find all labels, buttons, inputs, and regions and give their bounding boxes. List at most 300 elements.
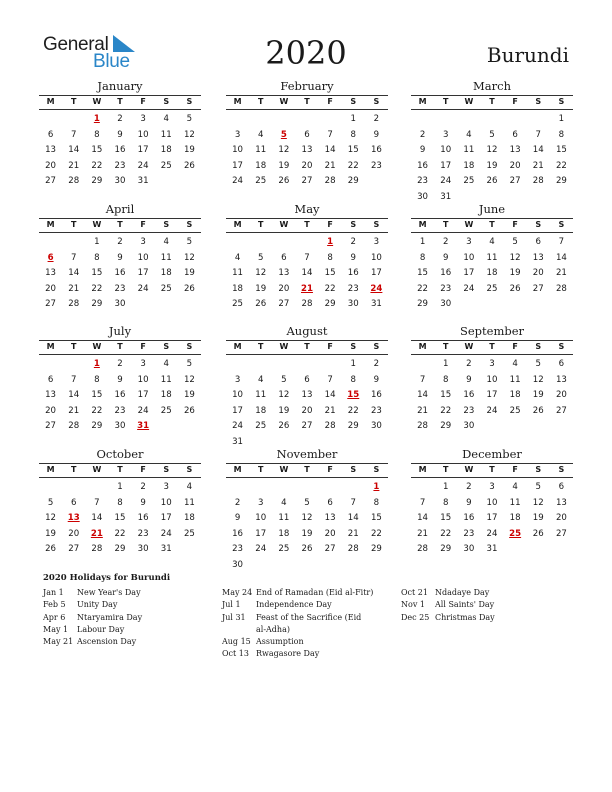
weekday-label: T (257, 220, 264, 229)
day: 9 (140, 497, 146, 508)
day: 8 (558, 129, 565, 140)
day: 1 (117, 482, 123, 492)
holiday-row (401, 599, 495, 611)
day: 27 (278, 299, 290, 309)
day: 10 (137, 129, 149, 140)
day: 2 (117, 114, 123, 124)
day: 23 (440, 283, 452, 294)
weekday-label: W (279, 465, 289, 474)
day: 18 (160, 145, 172, 155)
day: 12 (183, 374, 195, 385)
day: 27 (324, 544, 336, 554)
weekday-label: W (279, 97, 289, 106)
weekday-label: M (46, 465, 55, 474)
day: 31 (370, 299, 382, 309)
weekday-label: T (257, 97, 264, 106)
day: 21 (324, 160, 336, 171)
empty-cell (249, 236, 272, 252)
day: 28 (301, 299, 313, 309)
weekday-label: F (327, 97, 333, 106)
day: 27 (555, 528, 567, 539)
day: 18 (509, 390, 521, 400)
weekday-label: T (489, 220, 495, 229)
day: 25 (255, 421, 267, 431)
day: 13 (509, 145, 521, 155)
day: 13 (555, 497, 567, 508)
day: 3 (234, 129, 241, 140)
day: 8 (327, 252, 333, 263)
month-may (226, 202, 388, 314)
day: 11 (486, 252, 498, 263)
empty-cell (249, 358, 272, 374)
day: 3 (257, 497, 264, 508)
page-title-year: 2020 (265, 34, 347, 72)
day: 14 (417, 513, 429, 523)
day: 28 (324, 421, 336, 431)
day: 4 (466, 129, 472, 140)
holiday-name: Unity Day (77, 600, 118, 610)
weekday-label: F (512, 97, 518, 106)
day: 30 (463, 421, 475, 431)
empty-cell (62, 113, 85, 129)
day: 27 (301, 421, 313, 431)
holiday-row (222, 599, 373, 611)
day: 10 (160, 497, 172, 508)
day: 12 (532, 374, 544, 385)
day: 5 (281, 374, 287, 385)
day: 30 (114, 176, 126, 186)
holiday-day: 13 (67, 513, 80, 523)
weekday-label: T (304, 342, 310, 351)
day: 14 (347, 513, 359, 523)
month-october (39, 447, 201, 559)
day: 19 (278, 160, 290, 171)
empty-cell (295, 236, 318, 252)
day: 3 (489, 359, 495, 369)
day: 20 (301, 405, 313, 416)
logo-blue-text: Blue (93, 51, 130, 72)
empty-cell (226, 113, 249, 129)
day: 9 (234, 513, 241, 523)
day: 17 (486, 513, 498, 523)
day: 21 (68, 405, 80, 416)
day: 30 (114, 421, 126, 431)
holiday-name: Feast of the Sacrifice (Eid al-Adha) (256, 612, 362, 634)
day: 27 (45, 176, 57, 186)
weekday-label: S (535, 465, 542, 474)
weekday-label: S (373, 342, 380, 351)
month-title: January (97, 79, 143, 93)
weekday-label: S (535, 342, 542, 351)
day: 24 (232, 176, 244, 186)
day: 8 (94, 129, 100, 140)
day: 25 (486, 283, 498, 294)
day: 24 (160, 528, 172, 539)
day: 17 (137, 390, 149, 400)
day: 6 (304, 374, 310, 385)
day: 23 (114, 405, 126, 416)
holiday-row (43, 587, 142, 599)
weekday-label: F (140, 465, 146, 474)
weekday-label: M (233, 342, 242, 351)
day: 17 (137, 145, 149, 155)
holiday-date: Nov 1 (401, 600, 425, 610)
day: 11 (278, 513, 290, 523)
day-grid (39, 233, 201, 314)
day: 23 (114, 160, 126, 171)
day-grid (226, 355, 388, 451)
day: 10 (440, 145, 452, 155)
weekday-header (226, 95, 388, 110)
day: 12 (183, 252, 195, 263)
holiday-day: 24 (370, 283, 383, 294)
day: 24 (137, 405, 149, 416)
day: 7 (94, 497, 100, 508)
holiday-name: Labour Day (77, 624, 125, 634)
day: 9 (373, 129, 380, 140)
weekday-label: W (464, 342, 474, 351)
day: 2 (466, 482, 472, 492)
weekday-label: T (70, 97, 77, 106)
day: 15 (91, 268, 103, 278)
empty-cell (411, 481, 434, 497)
day: 5 (512, 237, 518, 247)
day: 7 (70, 374, 77, 385)
day: 24 (486, 528, 498, 539)
day: 23 (463, 528, 475, 539)
empty-cell (295, 358, 318, 374)
day: 9 (117, 374, 123, 385)
day: 7 (304, 252, 310, 263)
day: 17 (232, 405, 244, 416)
weekday-label: S (535, 220, 542, 229)
holiday-name: New Year's Day (77, 588, 141, 597)
holiday-date: May 21 (43, 637, 74, 647)
weekday-label: F (512, 342, 518, 351)
day: 22 (114, 528, 126, 539)
weekday-header (226, 463, 388, 478)
weekday-label: W (92, 465, 102, 474)
day: 14 (555, 252, 567, 263)
day: 7 (558, 237, 565, 247)
day: 10 (486, 374, 498, 385)
holiday-row (43, 599, 142, 611)
day: 16 (370, 145, 382, 155)
holiday-date: Apr 6 (43, 612, 66, 622)
weekday-label: T (442, 97, 449, 106)
day: 7 (419, 374, 426, 385)
weekday-label: S (350, 342, 357, 351)
day: 23 (137, 528, 149, 539)
day: 8 (117, 497, 123, 508)
holiday-name: All Saints' Day (435, 600, 495, 610)
weekday-label: T (70, 220, 77, 229)
day: 16 (463, 390, 475, 400)
day: 7 (327, 374, 333, 385)
holiday-row (43, 636, 142, 648)
day: 29 (440, 421, 452, 431)
holiday-date: Aug 15 (222, 637, 251, 647)
month-title: March (473, 79, 511, 93)
day: 13 (555, 374, 567, 385)
day: 4 (163, 114, 169, 124)
day: 16 (114, 268, 126, 278)
day: 15 (440, 513, 452, 523)
day: 25 (160, 283, 172, 294)
weekday-label: W (92, 220, 102, 229)
day: 1 (94, 237, 100, 247)
empty-cell (249, 113, 272, 129)
day: 4 (257, 374, 264, 385)
day: 7 (70, 129, 77, 140)
day: 16 (463, 513, 475, 523)
day: 6 (327, 497, 333, 508)
day: 13 (301, 390, 313, 400)
weekday-label: W (464, 97, 474, 106)
day: 7 (535, 129, 541, 140)
weekday-header (226, 340, 388, 355)
day: 29 (555, 176, 567, 186)
day: 3 (234, 374, 241, 385)
day: 21 (555, 268, 567, 278)
holiday-name: Ntaryamira Day (77, 612, 143, 622)
day: 16 (440, 268, 452, 278)
holiday-date: Feb 5 (43, 600, 66, 610)
day: 3 (489, 482, 495, 492)
empty-cell (527, 113, 550, 129)
day: 10 (232, 145, 244, 155)
weekday-label: W (464, 220, 474, 229)
weekday-label: F (512, 465, 518, 474)
day: 5 (257, 252, 264, 263)
holiday-date: Jan 1 (43, 588, 64, 597)
day: 4 (163, 237, 169, 247)
holiday-name: Independence Day (256, 600, 332, 610)
day: 14 (68, 390, 80, 400)
holiday-name: Ndadaye Day (435, 588, 490, 597)
day: 14 (91, 513, 103, 523)
holiday-day: 15 (347, 390, 360, 400)
day: 29 (114, 544, 126, 554)
day: 6 (304, 129, 310, 140)
holiday-column (222, 587, 373, 661)
weekday-label: F (327, 465, 333, 474)
day: 20 (509, 160, 521, 171)
day: 24 (137, 283, 149, 294)
day: 12 (255, 268, 267, 278)
day: 4 (489, 237, 495, 247)
day: 16 (114, 145, 126, 155)
month-june (411, 202, 573, 314)
day: 3 (442, 129, 449, 140)
day: 28 (68, 421, 80, 431)
weekday-label: S (350, 97, 357, 106)
empty-cell (272, 236, 295, 252)
day: 26 (486, 176, 498, 186)
weekday-label: M (418, 220, 427, 229)
day: 12 (532, 497, 544, 508)
day: 27 (45, 421, 57, 431)
day: 16 (137, 513, 149, 523)
holiday-day: 1 (327, 237, 334, 247)
logo-general-text: General (43, 34, 109, 55)
day: 2 (350, 237, 356, 247)
weekday-header (411, 463, 573, 478)
day: 18 (278, 528, 290, 539)
empty-cell (295, 481, 318, 497)
day: 12 (45, 513, 57, 523)
day: 2 (373, 114, 380, 124)
day: 10 (486, 497, 498, 508)
holiday-day: 25 (509, 528, 522, 539)
day: 1 (350, 359, 356, 369)
day: 24 (463, 283, 475, 294)
weekday-label: F (327, 342, 333, 351)
day: 4 (234, 252, 241, 263)
holiday-date: Dec 25 (401, 612, 430, 622)
day: 8 (94, 374, 100, 385)
day: 11 (255, 390, 267, 400)
weekday-label: T (304, 220, 310, 229)
day: 21 (532, 160, 544, 171)
day: 4 (512, 482, 518, 492)
day: 1 (442, 359, 449, 369)
day: 20 (532, 268, 544, 278)
holiday-day: 1 (93, 114, 100, 124)
day: 8 (442, 497, 449, 508)
day: 30 (114, 299, 126, 309)
weekday-label: T (489, 465, 495, 474)
day: 2 (373, 359, 380, 369)
holiday-name: Christmas Day (435, 612, 495, 622)
weekday-label: T (442, 220, 449, 229)
day: 26 (532, 405, 544, 416)
day: 23 (370, 160, 382, 171)
weekday-label: T (70, 342, 77, 351)
month-title: June (478, 202, 506, 216)
day: 28 (91, 544, 103, 554)
day: 9 (117, 252, 123, 263)
day: 29 (347, 421, 359, 431)
day: 31 (160, 544, 172, 554)
day: 29 (91, 176, 103, 186)
day: 12 (278, 390, 290, 400)
day: 23 (232, 544, 244, 554)
day: 13 (45, 268, 57, 278)
day: 8 (442, 374, 449, 385)
weekday-header (39, 463, 201, 478)
holiday-row (222, 612, 373, 637)
weekday-header (39, 340, 201, 355)
day: 15 (347, 145, 359, 155)
day: 17 (232, 160, 244, 171)
country-name: Burundi (486, 43, 569, 67)
day: 6 (47, 129, 54, 140)
month-title: September (459, 324, 525, 338)
day: 21 (324, 405, 336, 416)
weekday-label: M (46, 342, 55, 351)
day: 21 (347, 528, 359, 539)
day: 19 (45, 528, 57, 539)
day: 15 (91, 145, 103, 155)
day: 19 (183, 268, 195, 278)
weekday-header (39, 95, 201, 110)
day: 18 (463, 160, 475, 171)
weekday-label: S (373, 97, 380, 106)
day: 4 (163, 359, 169, 369)
day: 25 (278, 544, 290, 554)
day: 2 (442, 237, 449, 247)
day: 19 (486, 160, 498, 171)
day: 5 (186, 114, 193, 124)
weekday-label: M (233, 220, 242, 229)
day: 26 (183, 160, 195, 171)
day: 25 (183, 528, 195, 539)
day: 23 (114, 283, 126, 294)
holiday-column (401, 587, 495, 624)
day: 21 (417, 528, 429, 539)
day: 2 (117, 359, 123, 369)
day: 22 (440, 405, 452, 416)
month-september (411, 324, 573, 436)
day: 23 (417, 176, 429, 186)
day: 27 (45, 299, 57, 309)
weekday-label: S (186, 97, 193, 106)
day: 15 (417, 268, 429, 278)
day: 18 (160, 268, 172, 278)
day: 13 (45, 390, 57, 400)
empty-cell (39, 113, 62, 129)
day: 16 (370, 390, 382, 400)
weekday-label: M (233, 465, 242, 474)
day: 13 (532, 252, 544, 263)
day-grid (39, 355, 201, 436)
weekday-label: F (140, 220, 146, 229)
empty-cell (272, 113, 295, 129)
day: 25 (463, 176, 475, 186)
holiday-row (401, 587, 495, 599)
day: 2 (140, 482, 146, 492)
day: 2 (466, 359, 472, 369)
day: 17 (486, 390, 498, 400)
day: 26 (183, 405, 195, 416)
day: 21 (417, 405, 429, 416)
day: 16 (347, 268, 359, 278)
day: 27 (68, 544, 80, 554)
day: 14 (532, 145, 544, 155)
weekday-label: W (464, 465, 474, 474)
day: 1 (350, 114, 356, 124)
day: 1 (558, 114, 565, 124)
day: 3 (140, 359, 146, 369)
weekday-label: S (558, 342, 565, 351)
holiday-name: Assumption (256, 637, 304, 647)
month-march (411, 79, 573, 206)
day: 19 (509, 268, 521, 278)
day: 2 (419, 129, 426, 140)
empty-cell (457, 113, 480, 129)
weekday-label: T (442, 465, 449, 474)
day: 24 (255, 544, 267, 554)
day: 18 (486, 268, 498, 278)
day: 22 (347, 160, 359, 171)
weekday-label: F (140, 97, 146, 106)
day: 5 (47, 497, 54, 508)
empty-cell (319, 358, 342, 374)
weekday-label: T (117, 97, 123, 106)
day: 14 (68, 145, 80, 155)
day: 16 (114, 390, 126, 400)
